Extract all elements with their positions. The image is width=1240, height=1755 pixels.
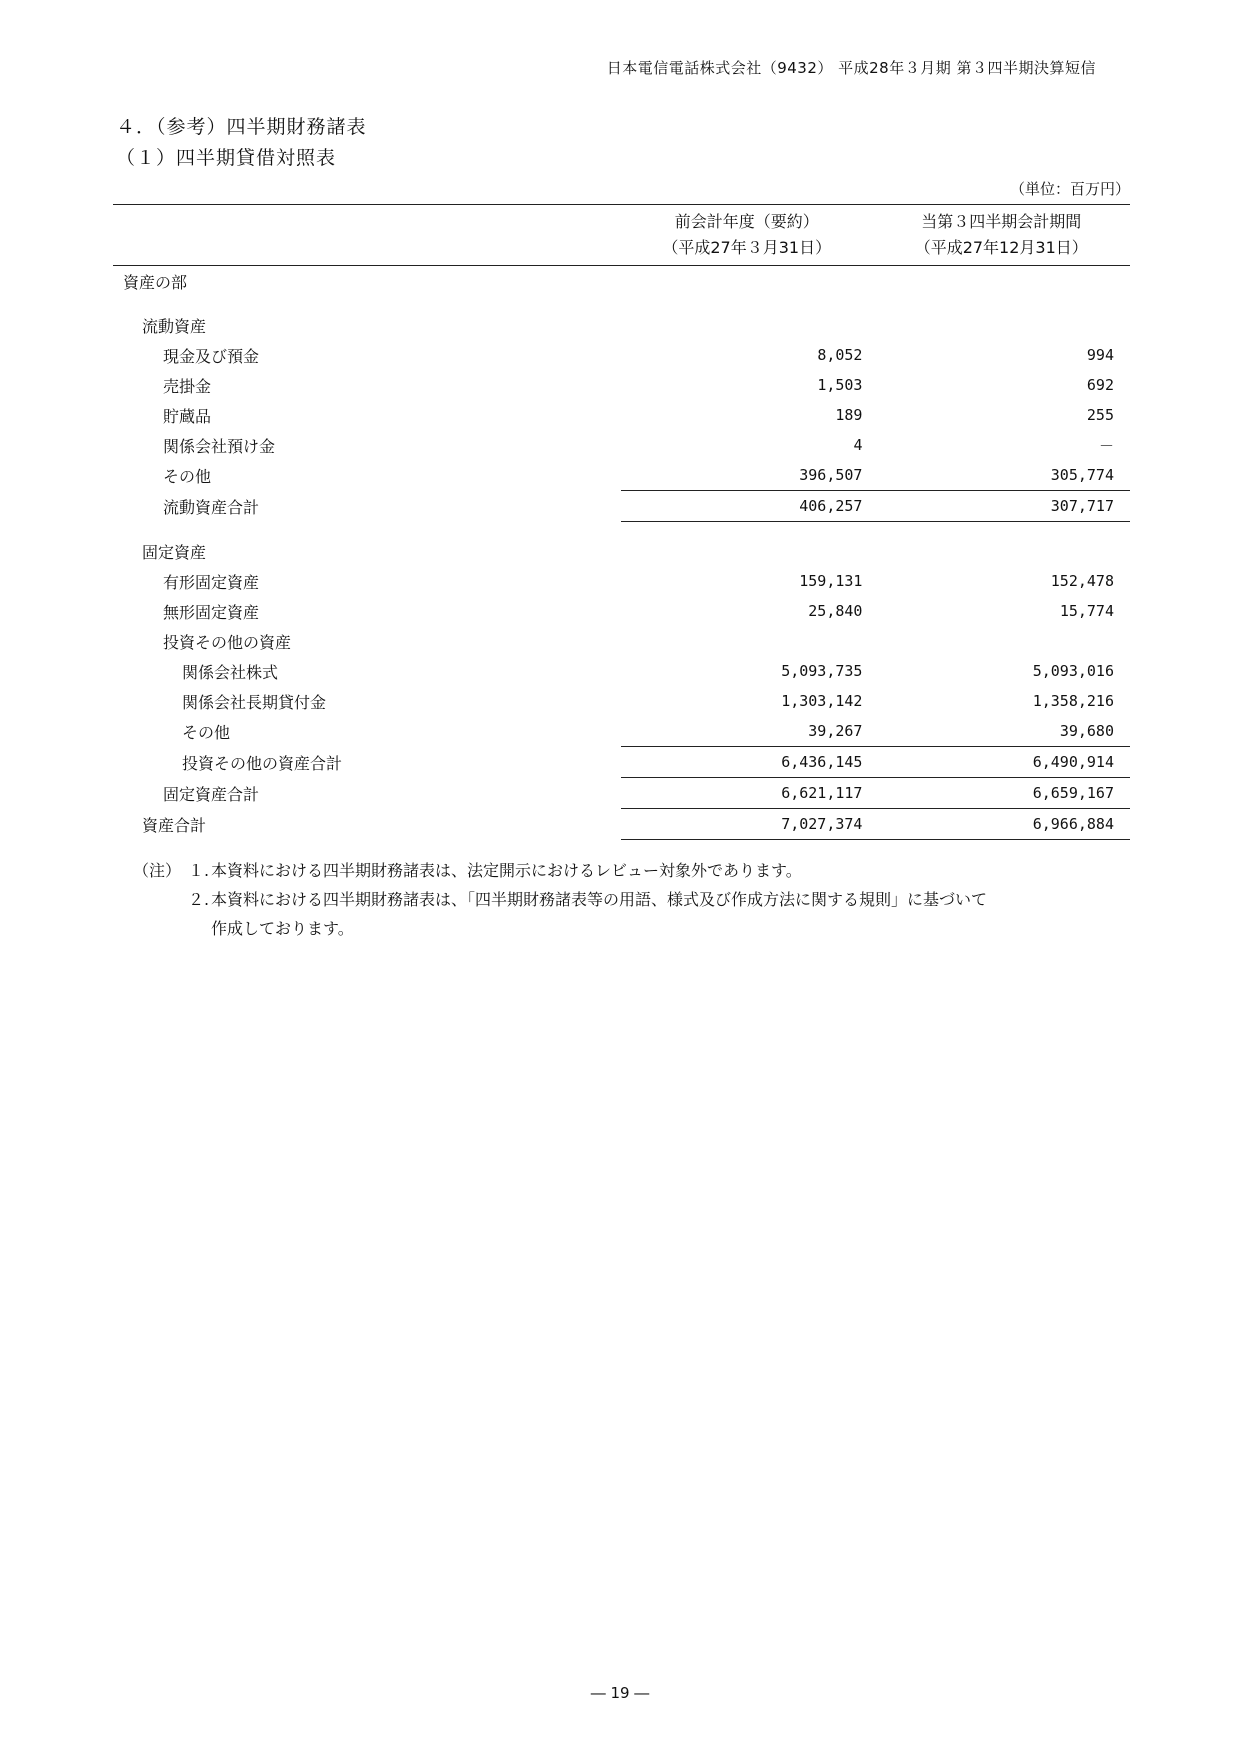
- curr-value: 152,478: [1050, 572, 1114, 590]
- curr-value: －: [1098, 436, 1114, 455]
- row-label: 無形固定資産: [163, 602, 260, 622]
- label-column-header: [113, 205, 621, 266]
- notes-heading: （注）: [133, 861, 182, 880]
- curr-value: 5,093,016: [1032, 662, 1114, 680]
- table-row: [113, 310, 1130, 340]
- table-row: [113, 266, 1130, 297]
- table-row: [113, 716, 1130, 747]
- row-label: 有形固定資産: [163, 572, 260, 592]
- prev-period-date: （平成27年３月31日）: [662, 238, 832, 257]
- curr-value: 307,717: [872, 491, 1130, 522]
- row-label: 売掛金: [163, 376, 212, 396]
- section-title: ４．（参考）四半期財務諸表: [116, 116, 367, 138]
- note-item: [133, 885, 987, 914]
- row-label: 投資その他の資産合計: [182, 753, 343, 773]
- table-header-row: [113, 205, 1130, 266]
- curr-period-header: [872, 205, 1130, 266]
- curr-value: 15,774: [1059, 602, 1114, 620]
- prev-value: 6,621,117: [621, 778, 873, 809]
- curr-value: 994: [1086, 346, 1114, 364]
- curr-value: 39,680: [872, 716, 1130, 747]
- table-row: [113, 566, 1130, 596]
- curr-value: 1,358,216: [1032, 692, 1114, 710]
- subtotal-row: [113, 747, 1130, 778]
- prev-value: 1,303,142: [781, 692, 863, 710]
- row-label: 資産合計: [142, 815, 207, 835]
- curr-value: 6,966,884: [872, 809, 1130, 840]
- curr-value: 692: [1086, 376, 1114, 394]
- prev-value: 1,503: [817, 376, 863, 394]
- curr-value: 6,490,914: [872, 747, 1130, 778]
- curr-value: 305,774: [872, 460, 1130, 491]
- prev-value: 406,257: [621, 491, 873, 522]
- note-number: ２.: [188, 890, 210, 909]
- unit-label: （単位：百万円）: [1009, 180, 1130, 198]
- row-label: 関係会社株式: [182, 662, 279, 682]
- table-row: [113, 400, 1130, 430]
- table-row: [113, 596, 1130, 626]
- note-continuation: 作成しております。: [211, 919, 354, 938]
- table-row: [113, 370, 1130, 400]
- table-row: [113, 430, 1130, 460]
- document-header: 日本電信電話株式会社（9432） 平成28年３月期 第３四半期決算短信: [606, 59, 1096, 77]
- balance-sheet-table: [113, 204, 1130, 840]
- curr-period-date: （平成27年12月31日）: [914, 238, 1088, 257]
- row-label: 関係会社長期貸付金: [182, 692, 327, 712]
- note-text: 本資料における四半期財務諸表は、「四半期財務諸表等の用語、様式及び作成方法に関する規則」に基づいて: [211, 890, 988, 909]
- row-label: 貯蔵品: [163, 406, 212, 426]
- total-row: [113, 809, 1130, 840]
- table-row: [113, 460, 1130, 491]
- prev-value: 39,267: [621, 716, 873, 747]
- page-number: ― 19 ―: [590, 1684, 650, 1702]
- table-row: [113, 656, 1130, 686]
- row-label: 流動資産合計: [163, 497, 260, 517]
- prev-value: 189: [835, 406, 863, 424]
- prev-period-header: [621, 205, 873, 266]
- prev-value: 396,507: [621, 460, 873, 491]
- table-row: [113, 686, 1130, 716]
- prev-value: 6,436,145: [621, 747, 873, 778]
- subsection-title: （１）四半期貸借対照表: [116, 147, 337, 169]
- note-text: 本資料における四半期財務諸表は、法定開示におけるレビュー対象外であります。: [211, 861, 802, 880]
- subtotal-row: [113, 491, 1130, 522]
- prev-value: 7,027,374: [621, 809, 873, 840]
- note-number: １.: [188, 861, 210, 880]
- table-row: [113, 626, 1130, 656]
- subtotal-row: [113, 778, 1130, 809]
- prev-value: 8,052: [817, 346, 863, 364]
- prev-value: 25,840: [808, 602, 863, 620]
- row-label: その他: [163, 466, 212, 486]
- fixed-assets-label: 固定資産: [142, 542, 207, 562]
- row-label: 現金及び預金: [163, 346, 260, 366]
- note-item: [133, 856, 987, 885]
- prev-period-title: 前会計年度（要約）: [674, 212, 819, 231]
- row-label: その他: [182, 722, 231, 742]
- prev-value: 159,131: [799, 572, 863, 590]
- table-row: [113, 340, 1130, 370]
- notes: [133, 856, 987, 943]
- table-row: [113, 536, 1130, 566]
- prev-value: 4: [853, 436, 863, 454]
- curr-value: 255: [1086, 406, 1114, 424]
- curr-value: 6,659,167: [872, 778, 1130, 809]
- prev-value: 5,093,735: [781, 662, 863, 680]
- assets-section-label: 資産の部: [123, 272, 188, 292]
- curr-period-title: 当第３四半期会計期間: [921, 212, 1082, 231]
- row-label: 固定資産合計: [163, 784, 260, 804]
- row-label: 関係会社預け金: [163, 436, 276, 456]
- current-assets-label: 流動資産: [142, 316, 207, 336]
- investments-label: 投資その他の資産: [163, 632, 292, 652]
